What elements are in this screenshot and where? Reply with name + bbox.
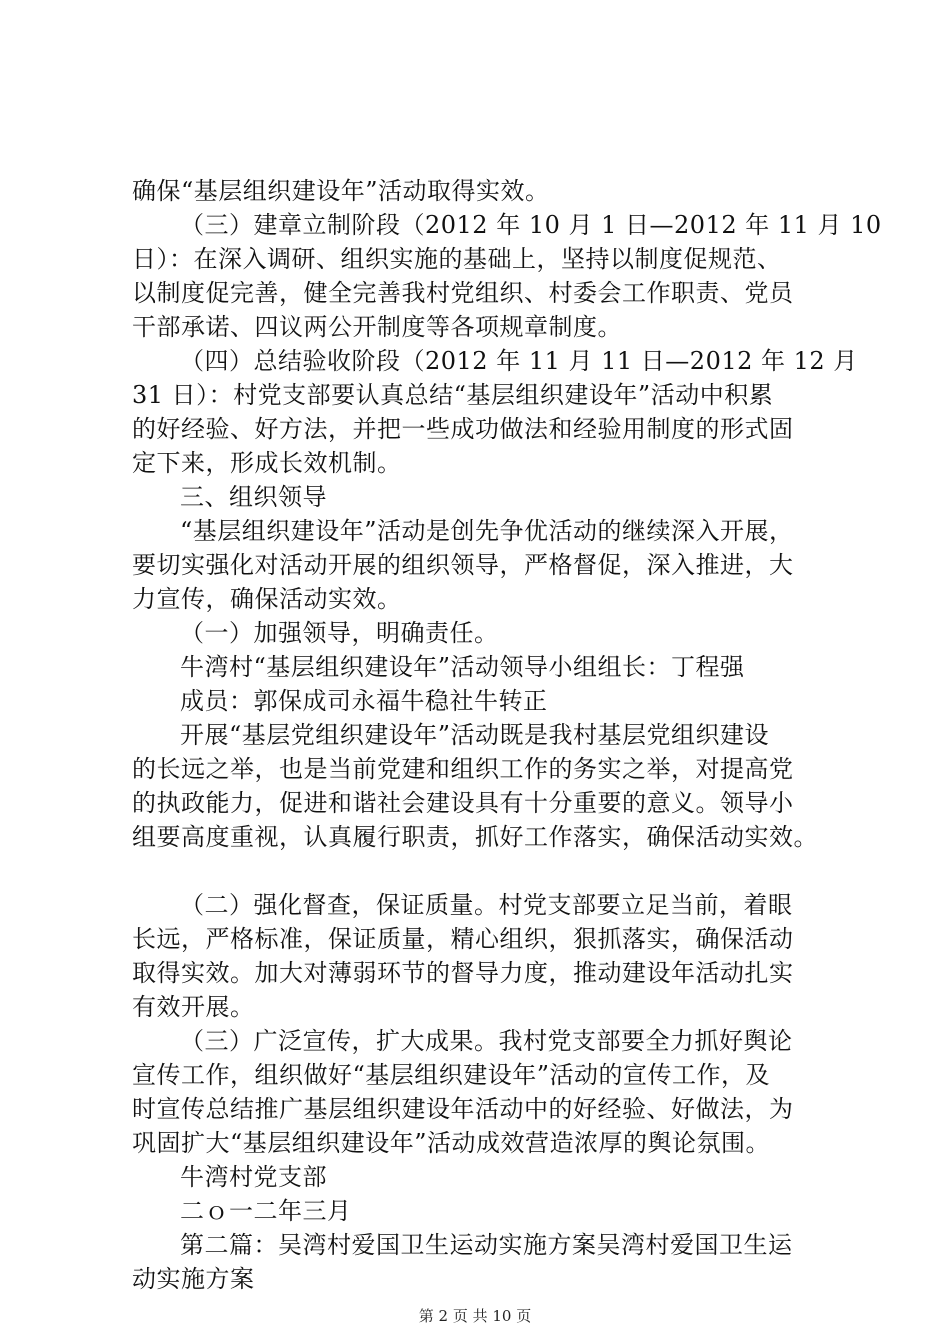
body-line: 力宣传，确保活动实效。 (132, 585, 402, 613)
body-line: 时宣传总结推广基层组织建设年活动中的好经验、好做法，为 (132, 1095, 794, 1123)
chapter-title-continued: 动实施方案 (132, 1265, 255, 1293)
body-line: 巩固扩大“基层组织建设年”活动成效营造浓厚的舆论氛围。 (132, 1129, 771, 1157)
body-line: 以制度促完善，健全完善我村党组织、村委会工作职责、党员 (132, 279, 794, 307)
body-line: 干部承诺、四议两公开制度等各项规章制度。 (132, 313, 622, 341)
body-line: （三）广泛宣传，扩大成果。我村党支部要全力抓好舆论 (180, 1027, 793, 1055)
section-heading: 三、组织领导 (180, 483, 327, 511)
page-footer: 第 2 页 共 10 页 (418, 1307, 532, 1325)
body-line: 有效开展。 (132, 993, 255, 1021)
body-line: 31 日）：村党支部要认真总结“基层组织建设年”活动中积累 (132, 381, 774, 409)
body-line: 定下来，形成长效机制。 (132, 449, 402, 477)
body-line: 宣传工作，组织做好“基层组织建设年”活动的宣传工作，及 (132, 1061, 771, 1089)
signature-date: 二ｏ一二年三月 (180, 1197, 352, 1225)
chapter-title: 第二篇：吴湾村爱国卫生运动实施方案吴湾村爱国卫生运 (180, 1231, 793, 1259)
body-line: 要切实强化对活动开展的组织领导，严格督促，深入推进，大 (132, 551, 794, 579)
body-line: 长远，严格标准，保证质量，精心组织，狠抓落实，确保活动 (132, 925, 794, 953)
body-line: （三）建章立制阶段（2012 年 10 月 1 日—2012 年 11 月 10 (180, 211, 882, 239)
body-line: 牛湾村“基层组织建设年”活动领导小组组长：丁程强 (180, 653, 745, 681)
body-line: 组要高度重视，认真履行职责，抓好工作落实，确保活动实效。 (132, 823, 818, 851)
body-line: （四）总结验收阶段（2012 年 11 月 11 日—2012 年 12 月 (180, 347, 858, 375)
body-line: “基层组织建设年”活动是创先争优活动的继续深入开展， (180, 517, 794, 545)
body-line: 取得实效。加大对薄弱环节的督导力度，推动建设年活动扎实 (132, 959, 794, 987)
signature-org: 牛湾村党支部 (180, 1163, 327, 1191)
subsection-heading: （一）加强领导，明确责任。 (180, 619, 499, 647)
body-line: 日）：在深入调研、组织实施的基础上，坚持以制度促规范、 (132, 245, 782, 273)
body-line: 的长远之举，也是当前党建和组织工作的务实之举，对提高党 (132, 755, 794, 783)
body-line: 开展“基层党组织建设年”活动既是我村基层党组织建设 (180, 721, 770, 749)
body-line: （二）强化督查，保证质量。村党支部要立足当前，着眼 (180, 891, 793, 919)
body-line: 成员：郭保成司永福牛稳社牛转正 (180, 687, 548, 715)
body-line: 确保“基层组织建设年”活动取得实效。 (132, 177, 550, 205)
body-line: 的执政能力，促进和谐社会建设具有十分重要的意义。领导小 (132, 789, 794, 817)
body-line: 的好经验、好方法，并把一些成功做法和经验用制度的形式固 (132, 415, 794, 443)
